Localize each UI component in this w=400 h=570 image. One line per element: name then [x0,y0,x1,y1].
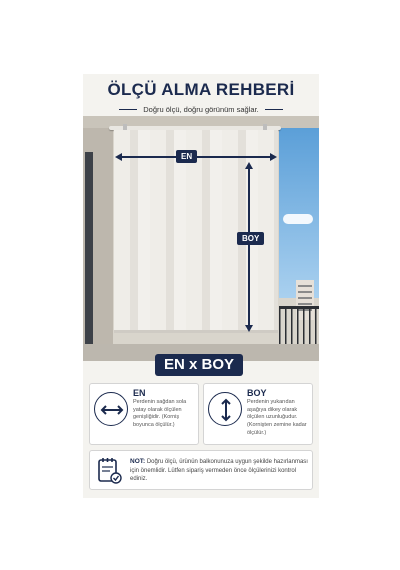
subtitle-rule-left [119,109,137,110]
note-box [89,450,313,490]
checklist-icon [97,457,123,490]
info-boy-title: BOY [247,388,267,398]
info-box-boy [203,383,313,445]
note-text [130,457,310,484]
width-label: EN [176,150,197,163]
height-label: BOY [237,232,264,245]
note-label: NOT: [130,458,146,465]
horizontal-arrows-icon [94,392,128,426]
measurement-guide-card [83,74,319,498]
balcony-railing [279,306,319,346]
info-boy-text: Perdenin yukarıdan aşağıya dikey olarak ölçülen uzunluğudur. (Kornişten zemine kadar ölçülür.) [247,399,307,436]
info-en-text: Perdenin sağdan sola yatay olarak ölçülen genişliğidir. (Korniş boyunca ölçülür.) [133,399,187,429]
info-en-title: EN [133,388,146,398]
balcony-illustration [83,116,319,361]
sky [279,128,319,298]
page-title: ÖLÇÜ ALMA REHBERİ [107,80,295,99]
subtitle-rule-right [265,109,283,110]
cloud [283,214,313,224]
vertical-arrows-icon [208,392,242,426]
balcony-door [85,152,93,352]
subtitle-row [83,102,319,116]
subtitle: Doğru ölçü, doğru görünüm sağlar. [143,104,259,114]
height-arrow [248,164,250,330]
note-body: Doğru ölçü, ürünün balkonunuza uygun şekilde hazırlanması için önemlidir. Lütfen sipariş vermeden önce ölçülerinizi kontrol ediniz. [130,459,308,483]
curtain-bottom-bar [114,330,278,333]
info-box-en [89,383,199,445]
dimension-banner: EN x BOY [155,354,243,376]
